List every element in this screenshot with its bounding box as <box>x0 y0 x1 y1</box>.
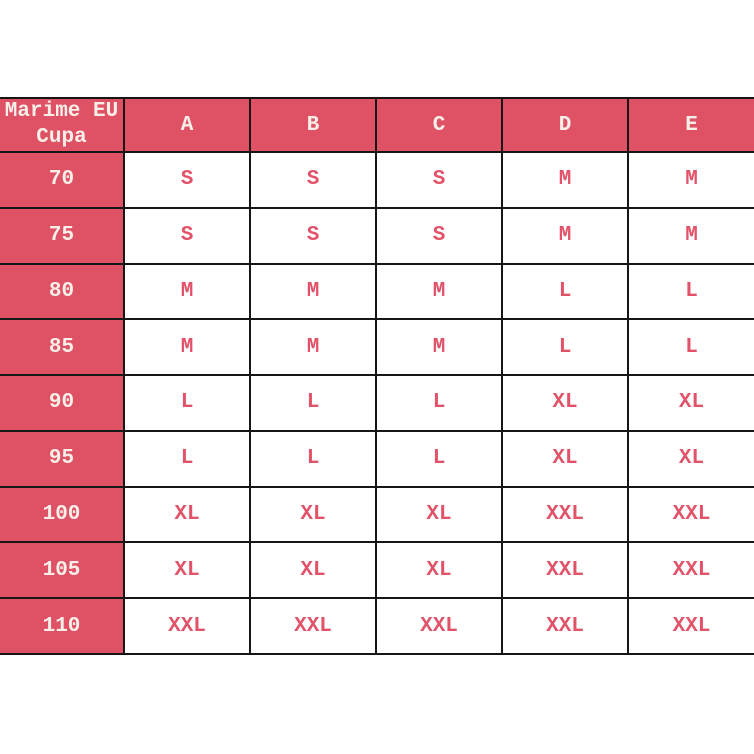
size-cell-90-e: XL <box>628 375 754 431</box>
cup-column-header-c: C <box>376 98 502 152</box>
size-cell-105-d: XXL <box>502 542 628 598</box>
size-cell-100-e: XXL <box>628 487 754 543</box>
band-label-100: 100 <box>0 487 124 543</box>
size-cell-75-c: S <box>376 208 502 264</box>
band-label-105: 105 <box>0 542 124 598</box>
size-cell-95-c: L <box>376 431 502 487</box>
corner-header-line1: Marime EU <box>4 100 119 123</box>
size-cell-90-a: L <box>124 375 250 431</box>
size-cell-110-b: XXL <box>250 598 376 654</box>
size-cell-105-b: XL <box>250 542 376 598</box>
table-row-band-90 <box>0 375 754 431</box>
size-cell-75-e: M <box>628 208 754 264</box>
size-cell-105-c: XL <box>376 542 502 598</box>
size-cell-90-d: XL <box>502 375 628 431</box>
band-label-90: 90 <box>0 375 124 431</box>
size-cell-85-c: M <box>376 319 502 375</box>
size-cell-80-a: M <box>124 264 250 320</box>
size-cell-90-b: L <box>250 375 376 431</box>
size-cell-80-e: L <box>628 264 754 320</box>
size-cell-70-d: M <box>502 152 628 208</box>
table-row-band-105 <box>0 542 754 598</box>
size-cell-80-d: L <box>502 264 628 320</box>
size-cell-80-c: M <box>376 264 502 320</box>
size-cell-85-a: M <box>124 319 250 375</box>
size-cell-70-e: M <box>628 152 754 208</box>
size-cell-110-d: XXL <box>502 598 628 654</box>
cup-column-header-d: D <box>502 98 628 152</box>
band-label-85: 85 <box>0 319 124 375</box>
cup-column-header-b: B <box>250 98 376 152</box>
cup-column-header-e: E <box>628 98 754 152</box>
size-cell-95-d: XL <box>502 431 628 487</box>
size-cell-100-d: XXL <box>502 487 628 543</box>
size-cell-95-a: L <box>124 431 250 487</box>
corner-header-cell <box>0 98 124 152</box>
size-cell-100-b: XL <box>250 487 376 543</box>
size-chart-body <box>0 152 754 654</box>
band-label-70: 70 <box>0 152 124 208</box>
size-cell-70-c: S <box>376 152 502 208</box>
table-row-band-95 <box>0 431 754 487</box>
cup-column-header-a: A <box>124 98 250 152</box>
size-cell-105-a: XL <box>124 542 250 598</box>
header-row <box>0 98 754 152</box>
table-row-band-85 <box>0 319 754 375</box>
size-cell-75-d: M <box>502 208 628 264</box>
size-cell-100-a: XL <box>124 487 250 543</box>
size-chart-table <box>0 97 754 655</box>
table-row-band-100 <box>0 487 754 543</box>
band-label-110: 110 <box>0 598 124 654</box>
size-cell-110-e: XXL <box>628 598 754 654</box>
size-cell-85-b: M <box>250 319 376 375</box>
size-cell-95-e: XL <box>628 431 754 487</box>
table-row-band-75 <box>0 208 754 264</box>
size-cell-70-b: S <box>250 152 376 208</box>
size-cell-105-e: XXL <box>628 542 754 598</box>
size-cell-80-b: M <box>250 264 376 320</box>
size-cell-100-c: XL <box>376 487 502 543</box>
size-cell-110-a: XXL <box>124 598 250 654</box>
size-cell-75-b: S <box>250 208 376 264</box>
table-row-band-80 <box>0 264 754 320</box>
band-label-95: 95 <box>0 431 124 487</box>
size-cell-85-d: L <box>502 319 628 375</box>
band-label-75: 75 <box>0 208 124 264</box>
size-cell-75-a: S <box>124 208 250 264</box>
size-chart-header <box>0 98 754 152</box>
band-label-80: 80 <box>0 264 124 320</box>
size-cell-85-e: L <box>628 319 754 375</box>
table-row-band-70 <box>0 152 754 208</box>
size-cell-90-c: L <box>376 375 502 431</box>
corner-header-line2: Cupa <box>36 126 87 149</box>
size-cell-110-c: XXL <box>376 598 502 654</box>
table-row-band-110 <box>0 598 754 654</box>
size-cell-70-a: S <box>124 152 250 208</box>
size-cell-95-b: L <box>250 431 376 487</box>
